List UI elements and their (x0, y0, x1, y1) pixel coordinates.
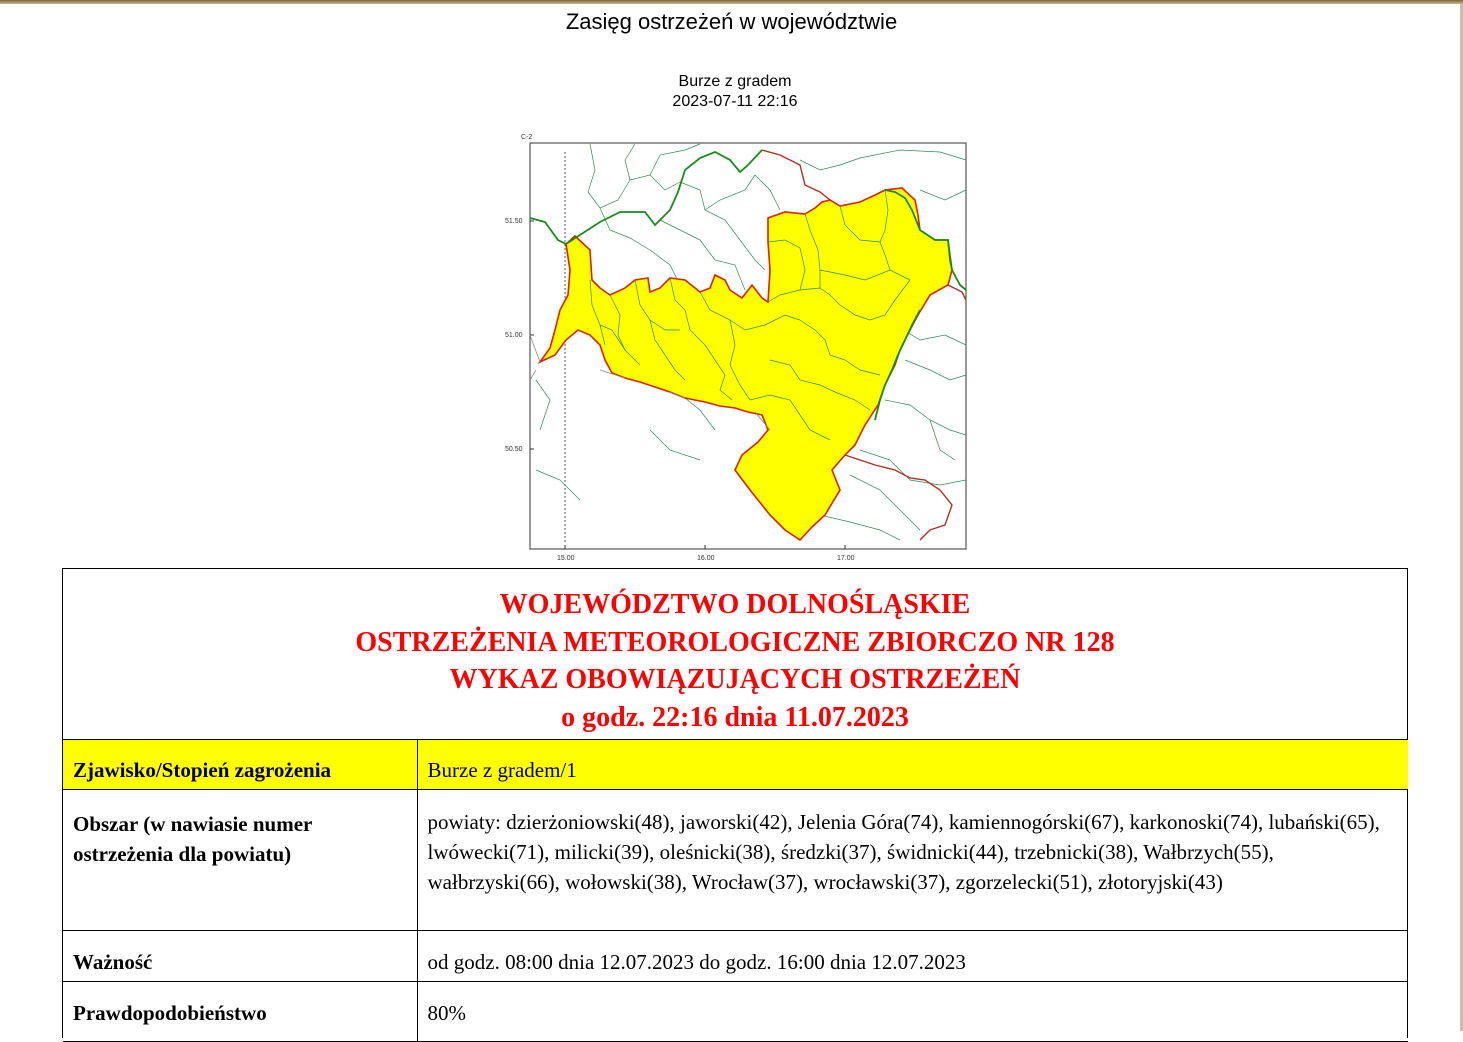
window-top-border (0, 0, 1463, 4)
bulletin-header-number: OSTRZEŻENIA METEOROLOGICZNE ZBIORCZO NR 128 (355, 626, 1115, 658)
bulletin-header-province: WOJEWÓDZTWO DOLNOŚLĄSKIE (499, 589, 971, 620)
lat-tick-label: 51.00 (505, 332, 523, 339)
row-value: powiaty: dzierżoniowski(48), jaworski(42), Jelenia Góra(74), kamiennogórski(67), karkonoski(74), lubański(65), lwówecki(71), milicki(39), oleśnicki(38), średzki(37), świdnicki(44), trzebnicki(38), Wałbrzych(55), wałbrzyski(66), wołowski(38), Wrocław(37), wrocławski(37), zgorzelecki(51), złotoryjski(43) (417, 789, 1408, 930)
table-row-phenomenon (63, 740, 1408, 789)
lon-tick-label: 17.00 (837, 555, 855, 562)
table-row-validity (63, 930, 1408, 981)
bulletin-table (63, 740, 1408, 1042)
row-value: od godz. 08:00 dnia 12.07.2023 do godz. 16:00 dnia 12.07.2023 (417, 930, 1408, 981)
row-value: 80% (417, 981, 1408, 1041)
lon-tick-label: 16.00 (697, 555, 715, 562)
row-key: Prawdopodobieństwo (63, 981, 417, 1041)
lat-tick-label: 50.50 (505, 446, 523, 453)
map-caption-datetime: 2023-07-11 22:16 (672, 93, 798, 110)
lon-tick-label: 15.00 (557, 555, 575, 562)
lat-tick-label: 51.50 (505, 218, 523, 225)
row-key: Ważność (63, 930, 417, 981)
table-row-area (63, 789, 1408, 930)
bulletin-header-list: WYKAZ OBOWIĄZUJĄCYCH OSTRZEŻEŃ (449, 664, 1021, 695)
warning-map (500, 130, 980, 570)
warning-bulletin (62, 568, 1408, 1038)
row-key: Obszar (w nawiasie numer ostrzeżenia dla powiatu) (63, 789, 417, 930)
warning-map-svg (500, 130, 980, 570)
bulletin-header (63, 569, 1407, 740)
map-caption-phenomenon: Burze z gradem (678, 73, 792, 90)
row-key: Zjawisko/Stopień zagrożenia (63, 740, 417, 789)
table-row-probability (63, 981, 1408, 1041)
map-corner-label: C-2 (521, 134, 533, 141)
bulletin-header-time: o godz. 22:16 dnia 11.07.2023 (561, 701, 909, 733)
row-value: Burze z gradem/1 (417, 740, 1408, 789)
map-caption (620, 72, 850, 112)
page-title: Zasięg ostrzeżeń w województwie (565, 9, 898, 34)
